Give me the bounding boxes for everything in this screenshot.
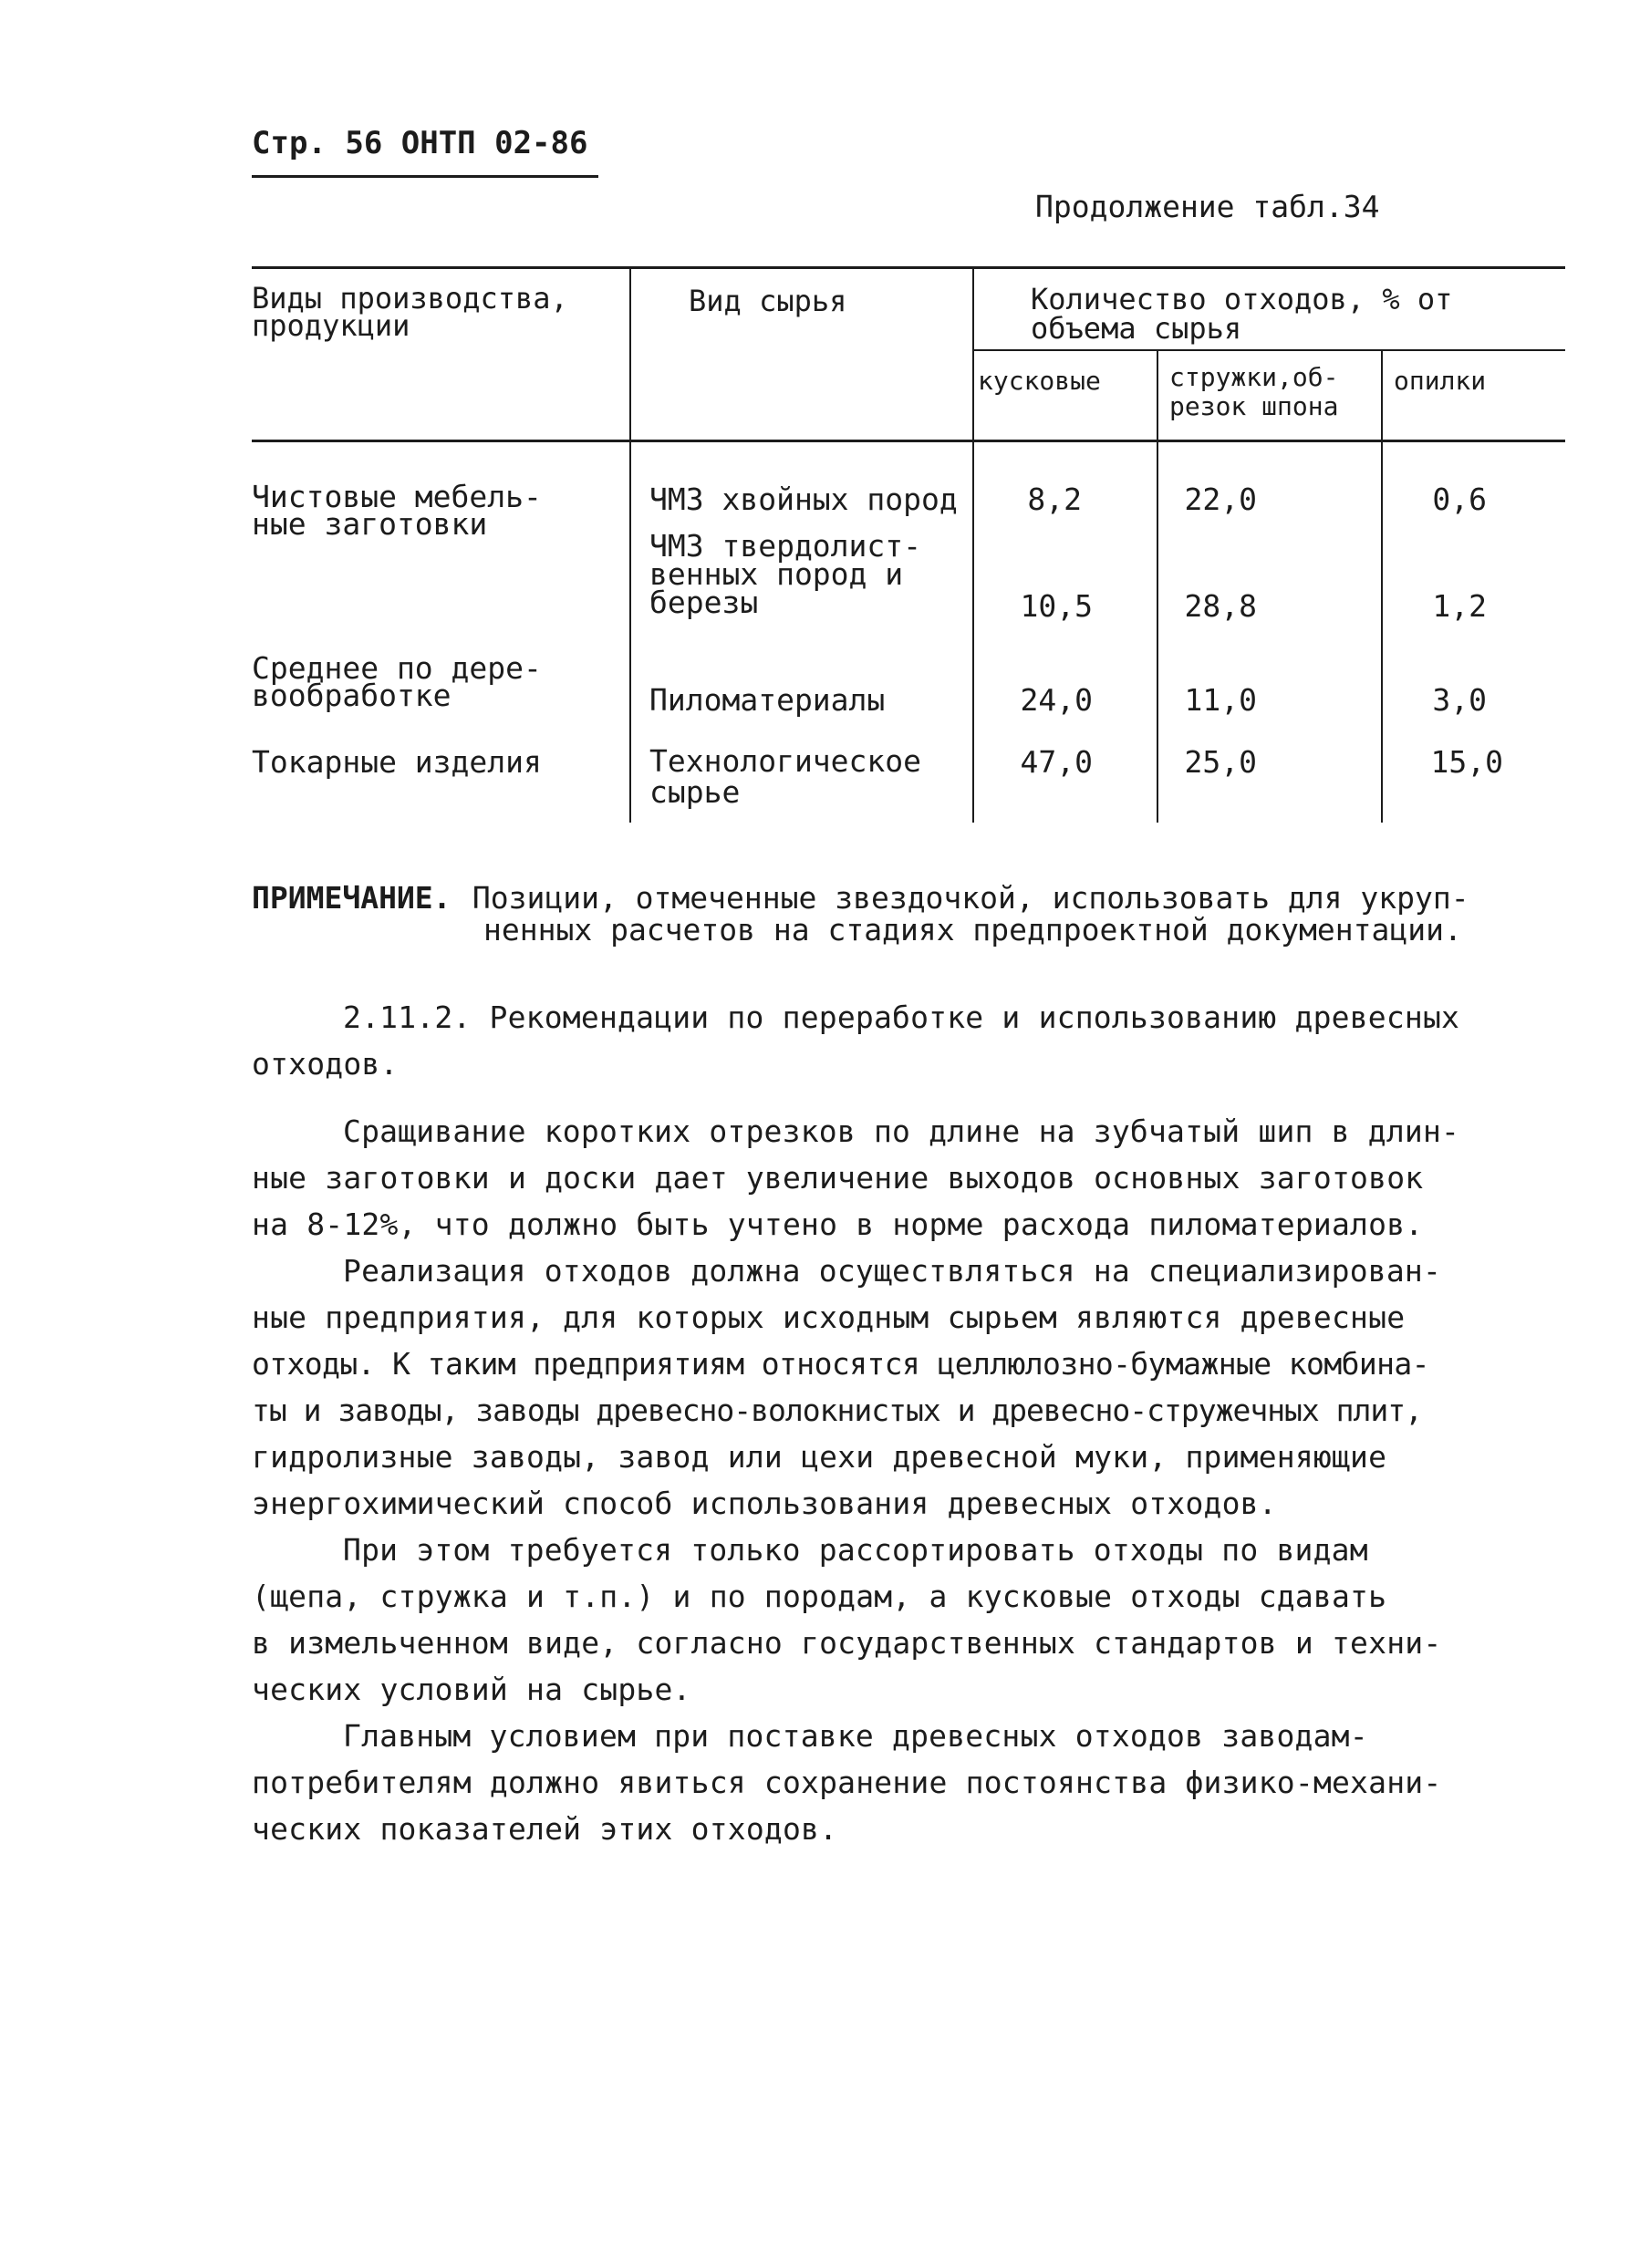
table-cell-shavings: 22,0 — [1184, 482, 1257, 517]
table-cell-sawdust: 15,0 — [1430, 744, 1503, 780]
table-cell-lump: 8,2 — [1027, 482, 1082, 517]
note-text-line-1: Позиции, отмеченные звездочкой, использовать для укруп- — [454, 880, 1469, 916]
table-header-waste-group: Количество отходов, % от объема сырья — [1031, 282, 1453, 346]
table-cell-shavings: 25,0 — [1184, 744, 1257, 780]
paragraph-line: на 8-12%, что должно быть учтено в норме расхода пиломатериалов. — [252, 1206, 1424, 1242]
table-cell-material: Технологическое сырье — [649, 743, 922, 810]
paragraph-line: ные предприятия, для которых исходным сырьем являются древесные — [252, 1300, 1406, 1335]
table-cell-lump: 47,0 — [1020, 744, 1093, 780]
paragraph-line: Главным условием при поставке древесных отходов заводам- — [343, 1718, 1368, 1754]
table-cell-material: Пиломатериалы — [649, 682, 886, 718]
table-subheader-rule — [972, 349, 1565, 351]
section-heading-line-1: 2.11.2. Рекомендации по переработке и использованию древесных — [343, 999, 1460, 1035]
table-cell-lump: 10,5 — [1020, 588, 1093, 624]
table-cell-sawdust: 0,6 — [1432, 482, 1487, 517]
table-cell-lump: 24,0 — [1020, 682, 1093, 718]
page-header: Стр. 56 ОНТП 02-86 — [252, 125, 588, 161]
table-cell-product: Токарные изделия — [252, 744, 542, 780]
paragraph-line: ческих показателей этих отходов. — [252, 1811, 838, 1847]
table-vline-2 — [972, 266, 974, 823]
header-underline — [252, 175, 598, 178]
table-header-shavings: стружки,об- резок шпона — [1169, 362, 1339, 421]
note-text-line-2: ненных расчетов на стадиях предпроектной документации. — [483, 912, 1462, 948]
paragraph-line: ные заготовки и доски дает увеличение выходов основных заготовок — [252, 1160, 1424, 1196]
paragraph-line: Реализация отходов должна осуществляться на специализирован- — [343, 1253, 1442, 1289]
paragraph-line: в измельченном виде, согласно государственных стандартов и техни- — [252, 1625, 1442, 1661]
table-header-sawdust: опилки — [1394, 366, 1487, 396]
table-caption: Продолжение табл.34 — [1035, 189, 1380, 224]
paragraph-line: ческих условий на сырье. — [252, 1672, 691, 1707]
table-cell-sawdust: 1,2 — [1432, 588, 1487, 624]
table-vline-1 — [629, 266, 631, 823]
table-cell-shavings: 11,0 — [1184, 682, 1257, 718]
table-top-rule — [252, 266, 1565, 269]
table-header-product: Виды производства, продукции — [252, 281, 568, 343]
table-header-bottom-rule — [252, 440, 1565, 442]
paragraph-line: потребителям должно явиться сохранение постоянства физико-механи- — [252, 1765, 1442, 1800]
section-heading-line-2: отходов. — [252, 1046, 399, 1082]
paragraph-line: Сращивание коротких отрезков по длине на зубчатый шип в длин- — [343, 1113, 1460, 1149]
table-cell-shavings: 28,8 — [1184, 588, 1257, 624]
table-header-material: Вид сырья — [689, 284, 847, 318]
paragraph-line: энергохимический способ использования древесных отходов. — [252, 1486, 1277, 1521]
table-cell-material: ЧМЗ твердолист- венных пород и березы — [649, 528, 922, 620]
table-cell-sawdust: 3,0 — [1432, 682, 1487, 718]
table-cell-product: Чистовые мебель- ные заготовки — [252, 479, 542, 542]
paragraph-line: ты и заводы, заводы древесно-волокнистых и древесно-стружечных плит, — [252, 1393, 1423, 1428]
note-label: ПРИМЕЧАНИЕ. — [252, 880, 452, 916]
table-cell-product: Среднее по дере- вообработке — [252, 650, 542, 713]
table-cell-material: ЧМЗ хвойных пород — [649, 482, 958, 517]
paragraph-line: При этом требуется только рассортировать отходы по видам — [343, 1532, 1368, 1568]
paragraph-line: (щепа, стружка и т.п.) и по породам, а кусковые отходы сдавать — [252, 1579, 1387, 1614]
table-header-lump: кусковые — [978, 366, 1101, 396]
paragraph-line: гидролизные заводы, завод или цехи древесной муки, применяющие — [252, 1439, 1387, 1475]
paragraph-line: отходы. К таким предприятиям относятся целлюлозно-бумажные комбина- — [252, 1346, 1429, 1382]
